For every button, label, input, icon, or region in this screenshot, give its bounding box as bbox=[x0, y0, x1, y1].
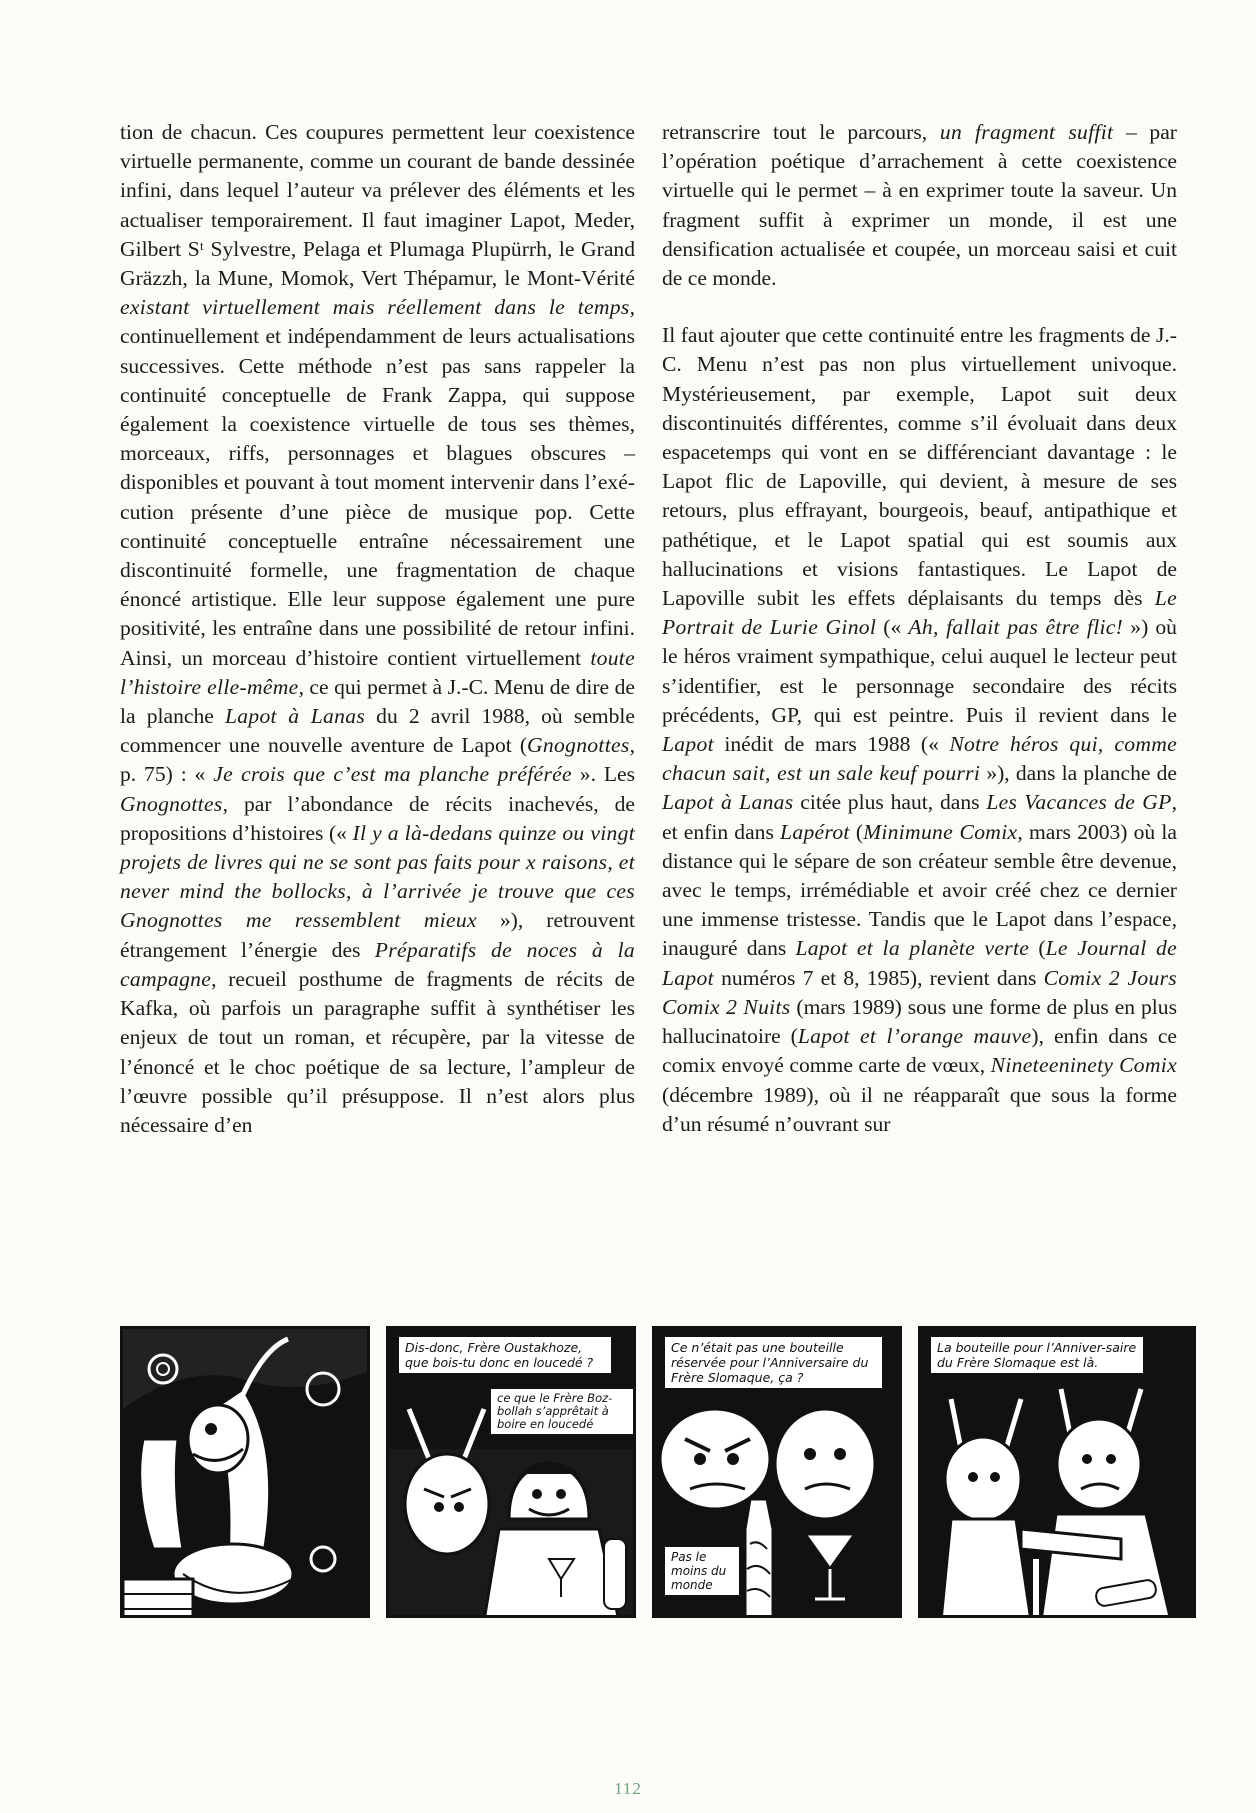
panel-1-drawing bbox=[123, 1329, 370, 1618]
comic-panel-4 bbox=[918, 1326, 1196, 1618]
paragraph: retranscrire tout le parcours, un fragment suffit – par l’opération poétique d’arrachement à cette coexistence virtuelle qui le permet – à en exprimer toute la saveur. Un fragment suffit à exprimer un monde, il est une densification actualisée et coupée, un morceau saisi et cuit de ce monde. bbox=[662, 120, 1177, 291]
speech-bubble: La bouteille pour l’Anniver-saire du Frère Slomaque est là. bbox=[929, 1335, 1145, 1375]
left-text-column bbox=[120, 118, 635, 1140]
paragraph: Il faut ajouter que cette continuité entre les fragments de J.-C. Menu n’est pas non plus virtuellement univoque. Mystérieusement, par exemple, Lapot suit deux discontinuités différentes, comme s’il évoluait dans deux espacetemps qui vont en se différenciant davantage : le Lapot flic de Lapoville, qui devient, à mesure de ses retours, plus effrayant, bourgeois, beauf, antipathique et pathétique, et le Lapot spatial qui est soumis aux hallucinations et visions fantastiques. Le Lapot de Lapoville subit les effets déplaisants du temps dès Le Portrait de Lurie Ginol (« Ah, fallait pas être flic! ») où le héros vraiment sympathique, celui auquel le lecteur peut s’identifier, est le personnage secondaire des récits précédents, GP, qui est peintre. Puis il revient dans le Lapot inédit de mars 1988 (« Notre héros qui, comme chacun sait, est un sale keuf pourri »), dans la planche de Lapot à Lanas citée plus haut, dans Les Vacances de GP, et enfin dans Lapérot (Minimune Comix, mars 2003) où la distance qui le sépare de son créateur semble être devenue, avec le temps, irrémédiable et avoir créé chez ce dernier une immense tristesse. Tandis que le Lapot dans l’espace, inauguré dans Lapot et la planète verte (Le Journal de Lapot numéros 7 et 8, 1985), revient dans Comix 2 Jours Comix 2 Nuits (mars 1989) sous une forme de plus en plus hallucinatoire (Lapot et l’orange mauve), enfin dans ce comix envoyé comme carte de vœux, Nineteeninety Comix (décembre 1989), où il ne réapparaît que sous la forme d’un résumé n’ouvrant sur bbox=[662, 323, 1177, 1136]
speech-bubble: ce que le Frère Boz-bollah s’apprêtait à boire en loucedé bbox=[489, 1387, 635, 1436]
comic-strip bbox=[120, 1326, 1196, 1618]
comic-panel-2 bbox=[386, 1326, 636, 1618]
page-number: 112 bbox=[614, 1779, 642, 1798]
speech-bubble: Dis-donc, Frère Oustakhoze, que bois-tu donc en loucedé ? bbox=[397, 1335, 613, 1375]
speech-bubble: Pas le moins du monde bbox=[663, 1545, 741, 1597]
right-text-column bbox=[662, 118, 1177, 1139]
comic-panel-3 bbox=[652, 1326, 902, 1618]
paragraph: tion de chacun. Ces coupures permettent leur coexistence virtuelle permanente, comme un courant de bande dessinée infini, dans lequel l’auteur va prélever des éléments et les actualiser temporairement. Il faut imaginer Lapot, Meder, Gilbert Sᵗ Sylvestre, Pelaga et Plumaga Plupürrh, le Grand Gräzzh, la Mune, Momok, Vert Thépamur, le Mont-Vérité existant virtuellement mais réellement dans le temps, continuellement et indépendamment de leurs actualisations successives. Cette méthode n’est pas sans rappeler la continuité conceptuelle de Frank Zappa, qui suppose également la coexistence virtuelle de tous ses thèmes, morceaux, riffs, personnages et blagues obscures – disponibles et pouvant à tout moment intervenir dans l’exécution présente d’une pièce de musique pop. Cette continuité conceptuelle entraîne nécessairement une discontinuité formelle, une fragmentation de chaque énoncé artistique. Elle leur suppose également une pure positivité, les entraîne dans une possibilité de retour infini. Ainsi, un morceau d’histoire contient virtuellement toute l’histoire elle-même, ce qui permet à J.-C. Menu de dire de la planche Lapot à Lanas du 2 avril 1988, où semble commencer une nouvelle aventure de Lapot (Gnognottes, p. 75) : « Je crois que c’est ma planche préférée ». Les Gnognottes, par l’abondance de récits inachevés, de propositions d’histoires (« Il y a là-dedans quinze ou vingt projets de livres qui ne se sont pas faits pour x raisons, et never mind the bollocks, à l’arrivée je trouve que ces Gnognottes me ressemblent mieux »), retrouvent étrangement l’énergie des Préparatifs de noces à la campagne, recueil posthume de fragments de récits de Kafka, où parfois un paragraphe suffit à synthétiser les enjeux de tout un roman, et récupère, par la vitesse de l’énoncé et le choc poétique de sa lecture, l’ampleur de l’œuvre possible qu’il présuppose. Il n’est alors plus nécessaire d’en bbox=[120, 120, 636, 1137]
comic-panel-1 bbox=[120, 1326, 370, 1618]
speech-bubble: Ce n’était pas une bouteille réservée pour l’Anniversaire du Frère Slomaque, ça ? bbox=[663, 1335, 884, 1390]
